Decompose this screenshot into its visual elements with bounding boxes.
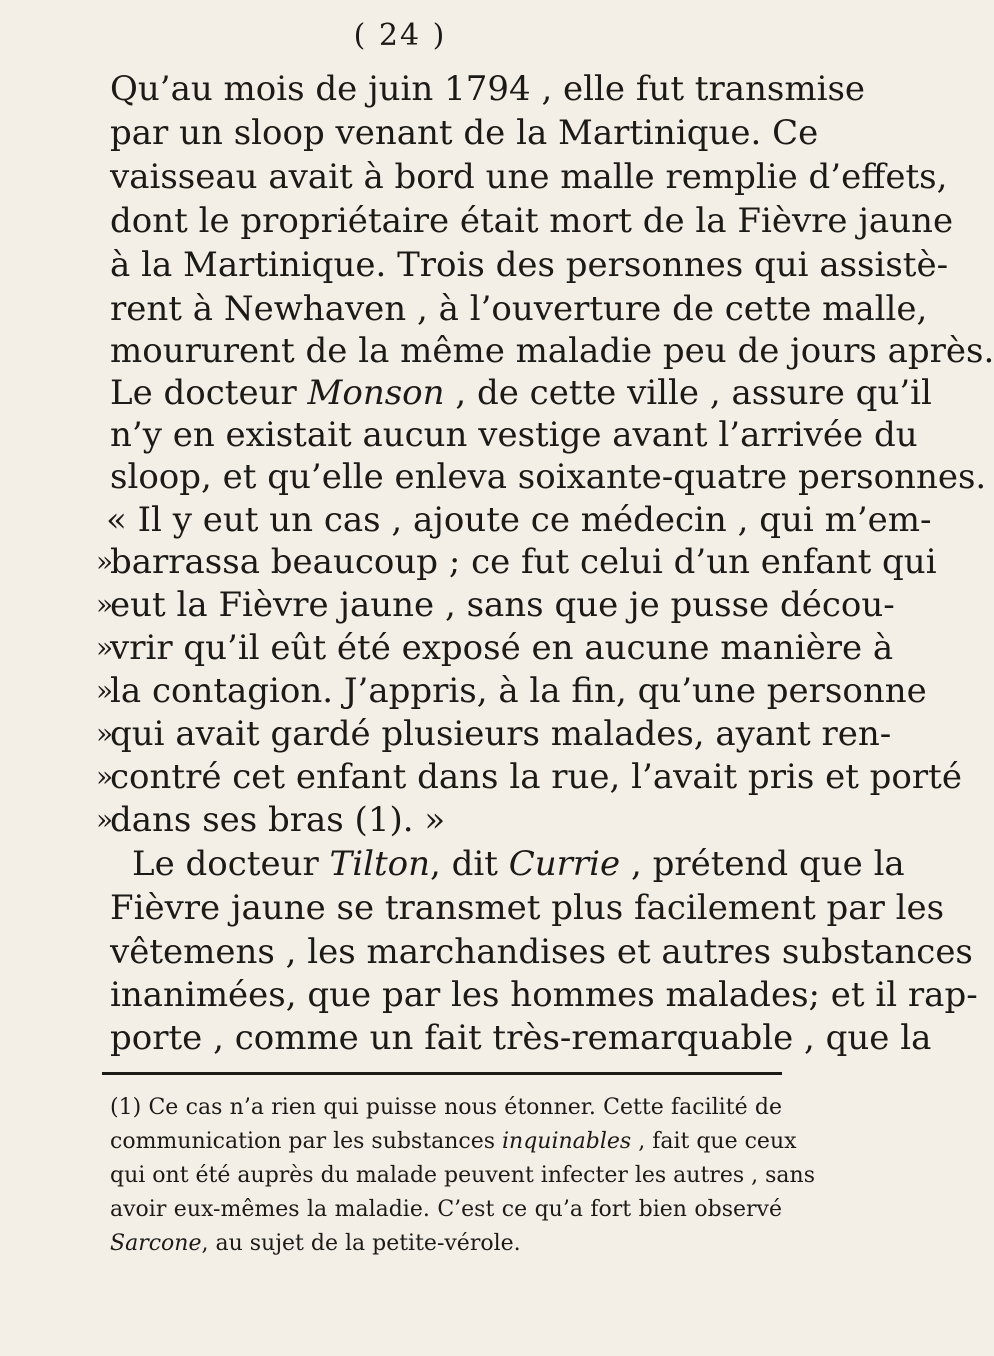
text-line: n’y en existait aucun vestige avant l’arrivée du [110, 415, 918, 455]
text-line: dont le propriétaire était mort de la Fièvre jaune [110, 201, 954, 241]
quote-mark: » [96, 717, 114, 750]
text-line: vêtemens , les marchandises et autres substances [110, 932, 973, 972]
quote-line: « Il y eut un cas , ajoute ce médecin , qui m’em- [106, 500, 932, 540]
text-line: inanimées, que par les hommes malades; et il rap- [110, 975, 978, 1015]
quote-line: la contagion. J’appris, à la fin, qu’une personne [110, 671, 927, 711]
person-name-tilton: Tilton [329, 844, 430, 884]
quote-line: qui avait gardé plusieurs malades, ayant ren- [110, 714, 892, 754]
text-segment: , prétend que la [620, 844, 905, 884]
text-segment: , dit [430, 844, 509, 884]
quote-line: contré cet enfant dans la rue, l’avait pris et porté [110, 757, 962, 797]
text-line: Fièvre jaune se transmet plus facilement par les [110, 888, 945, 928]
quote-mark: » [96, 631, 114, 664]
text-line: moururent de la même maladie peu de jours après. [110, 331, 994, 371]
person-name-sarcone: Sarcone [110, 1231, 202, 1256]
footnote-line: avoir eux-mêmes la maladie. C’est ce qu’a fort bien observé [110, 1197, 782, 1222]
footnote-line: (1) Ce cas n’a rien qui puisse nous étonner. Cette facilité de [110, 1095, 782, 1120]
quote-mark: » [96, 803, 114, 836]
quote-line: barrassa beaucoup ; ce fut celui d’un enfant qui [110, 542, 937, 582]
quote-mark: » [96, 545, 114, 578]
quote-line: vrir qu’il eût été exposé en aucune manière à [110, 628, 894, 668]
text-segment: Le docteur [132, 844, 330, 884]
person-name-monson: Monson [307, 373, 445, 413]
text-line-tilton [132, 843, 905, 885]
text-line: à la Martinique. Trois des personnes qui assistè- [110, 245, 949, 285]
footnote-line: qui ont été auprès du malade peuvent infecter les autres , sans [110, 1163, 815, 1188]
text-line: sloop, et qu’elle enleva soixante-quatre personnes. [110, 457, 987, 497]
text-segment: , fait que ceux [631, 1129, 797, 1154]
footnote-line [110, 1126, 797, 1158]
text-segment: , de cette ville , assure qu’il [444, 373, 932, 413]
quote-line: eut la Fièvre jaune , sans que je pusse décou- [110, 585, 895, 625]
text-line: Qu’au mois de juin 1794 , elle fut transmise [110, 69, 866, 109]
footnote-line [110, 1228, 782, 1260]
text-line: rent à Newhaven , à l’ouverture de cette malle, [110, 289, 928, 329]
person-name-currie: Currie [508, 844, 621, 884]
text-segment: , au sujet de la petite-vérole. [201, 1231, 521, 1256]
footnote-term: inquinables [502, 1129, 632, 1154]
quote-mark: » [96, 588, 114, 621]
text-segment: Le docteur [110, 373, 308, 413]
quote-mark: » [96, 760, 114, 793]
quote-line: dans ses bras (1). » [110, 800, 446, 840]
quote-mark: » [96, 674, 114, 707]
text-line-monson [110, 372, 932, 414]
text-line: vaisseau avait à bord une malle remplie d’effets, [110, 157, 948, 197]
text-segment: communication par les substances [110, 1129, 503, 1154]
page-number: ( 24 ) [353, 18, 447, 53]
footnote-rule [102, 1072, 782, 1075]
text-line: par un sloop venant de la Martinique. Ce [110, 113, 819, 153]
text-line: porte , comme un fait très-remarquable , que la [110, 1018, 932, 1058]
